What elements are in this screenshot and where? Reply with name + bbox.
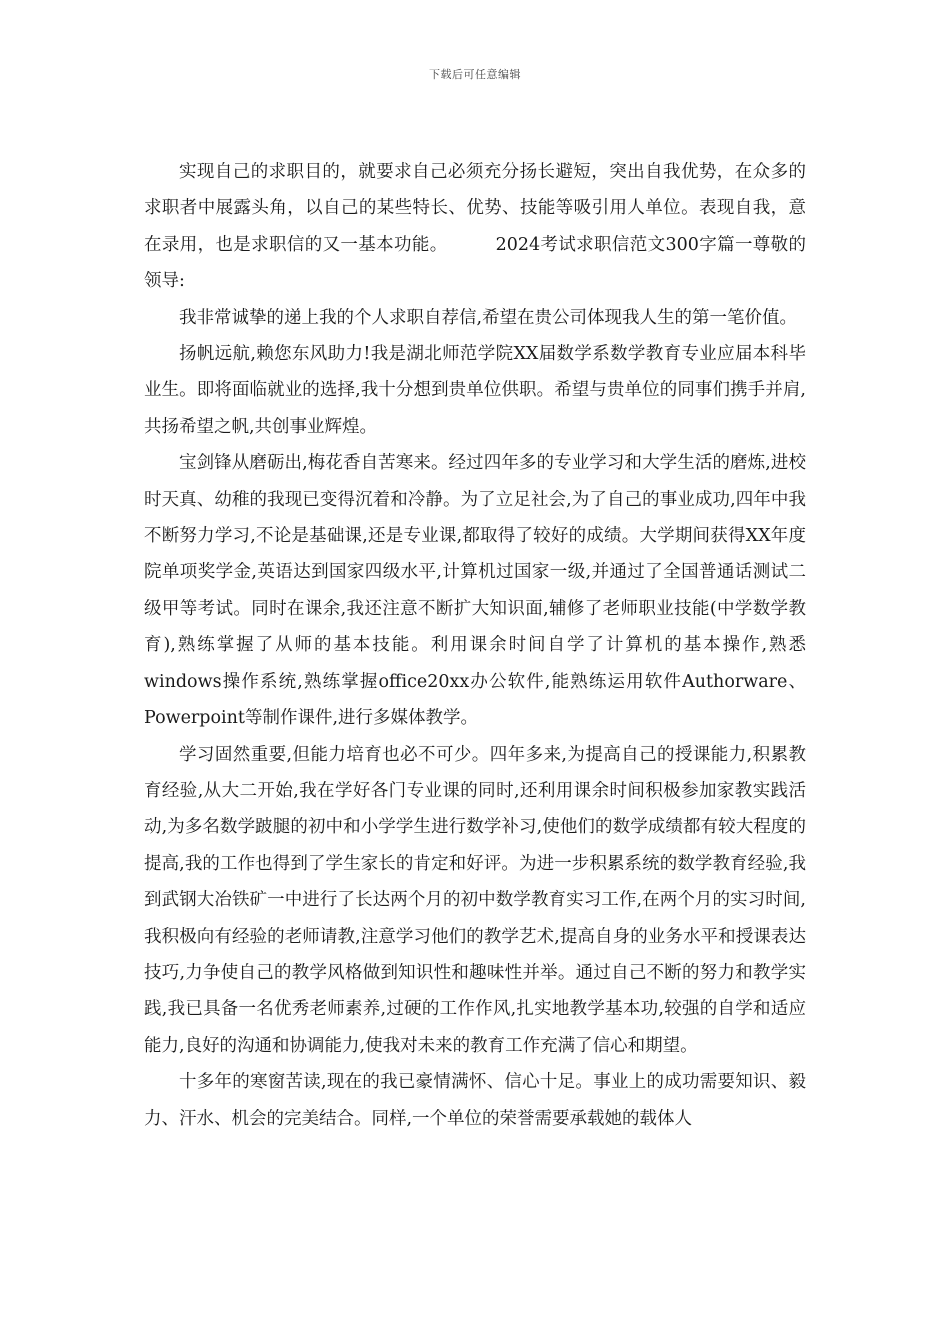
document-body: [144, 154, 806, 1137]
body-paragraph: 宝剑锋从磨砺出,梅花香自苦寒来。经过四年多的专业学习和大学生活的磨炼,进校时天真、幼稚的我现已变得沉着和冷静。为了立足社会,为了自己的事业成功,四年中我不断努力学习,不论是基础课,还是专业课,都取得了较好的成绩。大学期间获得XX年度院单项奖学金,英语达到国家四级水平,计算机过国家一级,并通过了全国普通话测试二级甲等考试。同时在课余,我还注意不断扩大知识面,辅修了老师职业技能(中学数学教育),熟练掌握了从师的基本技能。利用课余时间自学了计算机的基本操作,熟悉windows操作系统,熟练掌握office20xx办公软件,能熟练运用软件Authorware、Powerpoint等制作课件,进行多媒体教学。: [144, 453, 806, 729]
body-paragraph: 学习固然重要,但能力培育也必不可少。四年多来,为提高自己的授课能力,积累教育经验,从大二开始,我在学好各门专业课的同时,还利用课余时间积极参加家教实践活动,为多名数学跛腿的初中和小学学生进行数学补习,使他们的数学成绩都有较大程度的提高,我的工作也得到了学生家长的肯定和好评。为进一步积累系统的数学教育经验,我到武钢大冶铁矿一中进行了长达两个月的初中数学教育实习工作,在两个月的实习时间,我积极向有经验的老师请教,注意学习他们的教学艺术,提高自身的业务水平和授课表达技巧,力争使自己的教学风格做到知识性和趣味性并举。通过自己不断的努力和教学实践,我已具备一名优秀老师素养,过硬的工作作风,扎实地教学基本功,较强的自学和适应能力,良好的沟通和协调能力,使我对未来的教育工作充满了信心和期望。: [144, 744, 806, 1056]
page-header-note: 下载后可任意编辑: [429, 68, 521, 81]
body-paragraph: 扬帆远航,赖您东风助力!我是湖北师范学院XX届数学系数学教育专业应届本科毕业生。即将面临就业的选择,我十分想到贵单位供职。希望与贵单位的同事们携手并肩,共扬希望之帆,共创事业辉煌。: [144, 344, 806, 437]
intro-text: 实现自己的求职目的，就要求自己必须充分扬长避短，突出自我优势，在众多的求职者中展露头角，以自己的某些特长、优势、技能等吸引用人单位。表现自我，意在录用，也是求职信的又一基本功能。: [144, 162, 806, 255]
body-paragraph: 我非常诚挚的递上我的个人求职自荐信,希望在贵公司体现我人生的第一笔价值。: [179, 307, 798, 328]
intro-paragraph: [144, 154, 806, 300]
body-paragraph: 十多年的寒窗苦读,现在的我已豪情满怀、信心十足。事业上的成功需要知识、毅力、汗水、机会的完美结合。同样,一个单位的荣誉需要承载她的载体人: [144, 1072, 806, 1129]
article-heading: 2024考试求职信范文300字篇一尊敬的领导:: [144, 234, 807, 292]
